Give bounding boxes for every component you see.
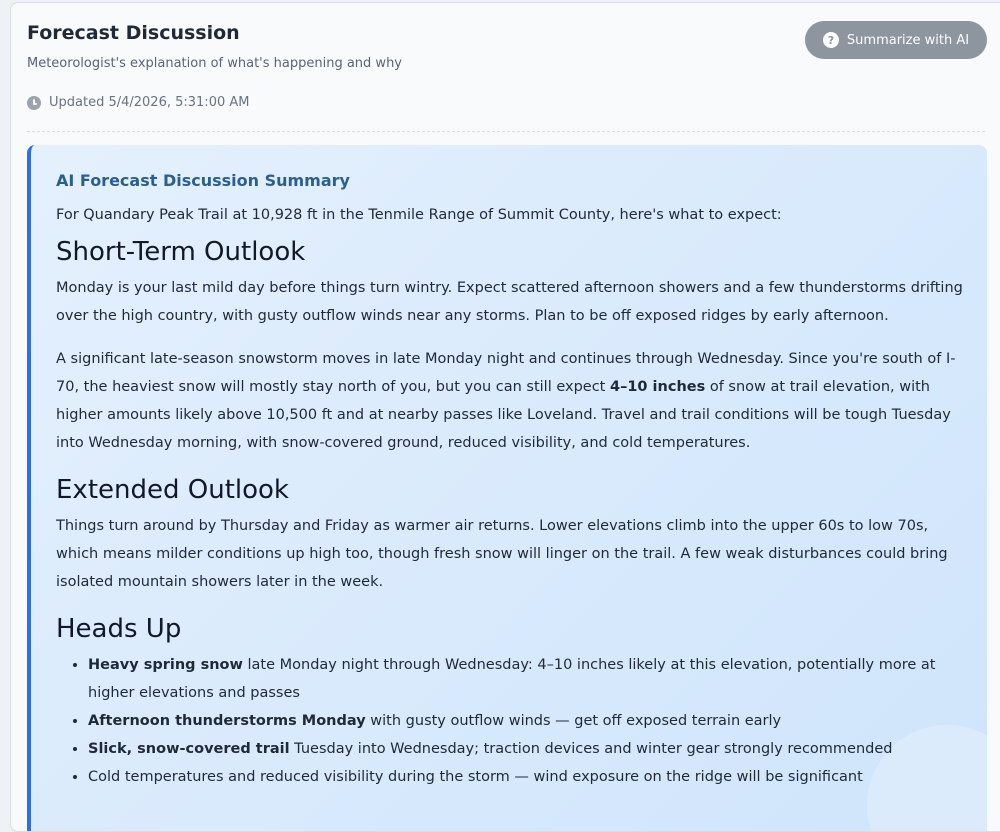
list-item	[88, 763, 973, 791]
summarize-button-label: Summarize with AI	[846, 32, 970, 48]
divider	[27, 131, 985, 132]
updated-text: Updated 5/4/2026, 5:31:00 AM	[49, 95, 250, 110]
ai-summary-panel	[27, 145, 987, 832]
page-title: Forecast Discussion	[27, 22, 240, 44]
list-item	[88, 707, 973, 735]
list-item	[88, 651, 973, 707]
list-item	[88, 735, 973, 763]
list-item-bold: Afternoon thunderstorms Monday	[88, 713, 366, 729]
short-term-heading: Short-Term Outlook	[56, 237, 306, 267]
summarize-with-ai-button[interactable]	[805, 21, 987, 59]
extended-heading: Extended Outlook	[56, 475, 289, 505]
list-item-text: late Monday night through Wednesday: 4–10 inches likely at this elevation, potentially more at higher elevations and passes	[88, 657, 936, 701]
extended-paragraph-1: Things turn around by Thursday and Friday as warmer air returns. Lower elevations climb into the upper 60s to low 70s, which means milder conditions up high too, though fresh snow will linger on the trail. A few weak disturbances could bring isolated mountain showers later in the week.	[56, 518, 948, 590]
forecast-discussion-card	[10, 2, 1000, 832]
list-item-text: Cold temperatures and reduced visibility during the storm — wind exposure on the ridge will be significant	[88, 769, 863, 785]
short-term-p2-text: A significant late-season snowstorm moves in late Monday night and continues through Wednesday. Since you're south of I-70, the heaviest snow will mostly stay north of you, but you can still expect	[56, 351, 956, 395]
heads-up-list	[56, 651, 973, 791]
short-term-p2-text-end: of snow at trail elevation, with higher amounts likely above 10,500 ft and at nearby passes like Loveland. Travel and trail conditions will be tough Tuesday into Wednesday morning, with snow-covered ground, reduced visibility, and cold temperatures.	[56, 379, 951, 451]
list-item-text: Tuesday into Wednesday; traction devices and winter gear strongly recommended	[289, 741, 893, 757]
list-item-bold: Slick, snow-covered trail	[88, 741, 290, 757]
clock-icon	[27, 96, 41, 110]
summary-intro: For Quandary Peak Trail at 10,928 ft in the Tenmile Range of Summit County, here's what to expect:	[56, 207, 782, 223]
updated-timestamp	[27, 95, 249, 110]
short-term-paragraph-1: Monday is your last mild day before things turn wintry. Expect scattered afternoon showers and a few thunderstorms drifting over the high country, with gusty outflow winds near any storms. Plan to be off exposed ridges by early afternoon.	[56, 280, 963, 324]
list-item-bold: Heavy spring snow	[88, 657, 243, 673]
summary-content	[56, 169, 973, 791]
help-icon: ?	[823, 32, 839, 48]
page-subtitle: Meteorologist's explanation of what's happening and why	[27, 56, 403, 71]
heads-up-heading: Heads Up	[56, 614, 182, 644]
snow-amount-highlight: 4–10 inches	[609, 379, 706, 395]
summary-title: AI Forecast Discussion Summary	[56, 171, 350, 190]
list-item-text: with gusty outflow winds — get off exposed terrain early	[365, 713, 782, 729]
short-term-paragraph-2	[56, 345, 973, 457]
